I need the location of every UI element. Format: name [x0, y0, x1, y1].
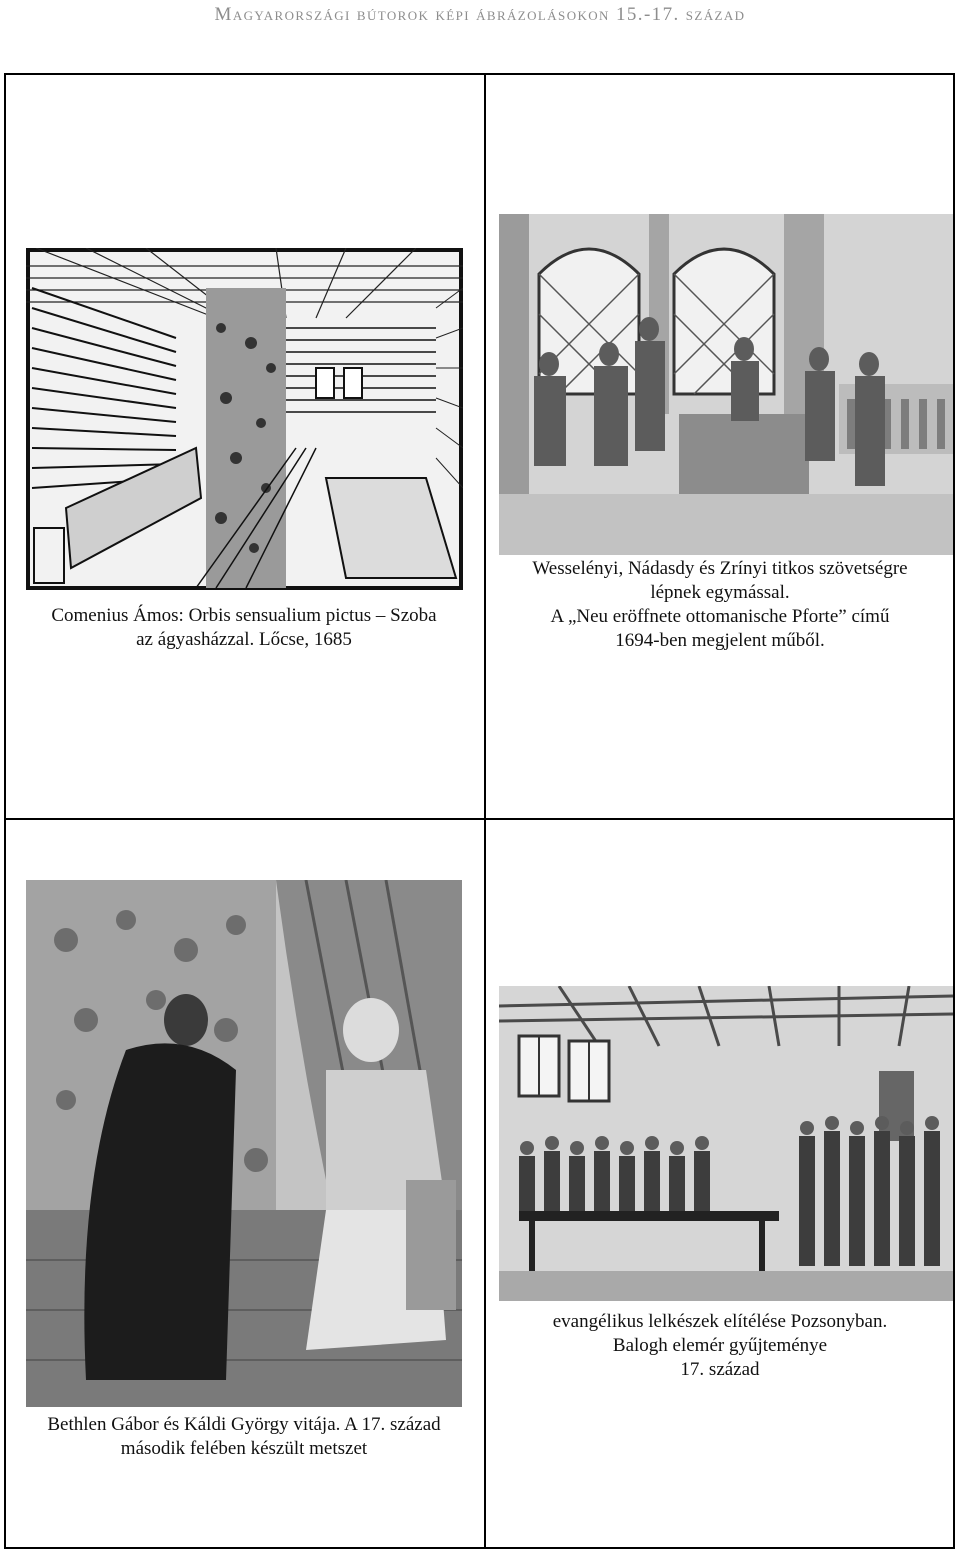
caption-line: evangélikus lelkészek elítélése Pozsonyban. [552, 1311, 888, 1332]
table-border-bottom [4, 1547, 955, 1549]
comenius-caption [8, 604, 480, 652]
pozsony-caption [490, 1310, 950, 1382]
pozsony-tribunal-engraving [499, 986, 953, 1301]
comenius-room-woodcut [26, 248, 463, 590]
caption-line: Comenius Ámos: Orbis sensualium pictus – Szoba [51, 605, 437, 626]
caption-line: Balogh elemér gyűjteménye [612, 1335, 828, 1356]
bethlen-kaldi-engraving [26, 880, 462, 1407]
table-border-top [4, 73, 955, 75]
caption-line: lépnek egymással. [650, 582, 790, 603]
bethlen-caption [8, 1413, 480, 1461]
caption-line: második felében készült metszet [120, 1438, 368, 1459]
caption-line: az ágyasházzal. Lőcse, 1685 [136, 629, 352, 650]
table-border-center [484, 73, 486, 1549]
table-border-left [4, 73, 6, 1549]
caption-line: Bethlen Gábor és Káldi György vitája. A 17. század [47, 1414, 441, 1435]
page-header: Magyarországi bútorok képi ábrázolásokon 15.-17. század [214, 4, 746, 25]
caption-line: Wesselényi, Nádasdy és Zrínyi titkos szövetségre [532, 558, 908, 579]
wesselenyi-caption [490, 557, 950, 653]
caption-line: A „Neu eröffnete ottomanische Pforte” című [550, 606, 890, 627]
table-border-middle [4, 818, 955, 820]
caption-line: 1694-ben megjelent műből. [615, 630, 825, 651]
conspirators-hall-engraving [499, 214, 953, 555]
table-border-right [953, 73, 955, 1549]
caption-line: 17. század [680, 1359, 760, 1380]
